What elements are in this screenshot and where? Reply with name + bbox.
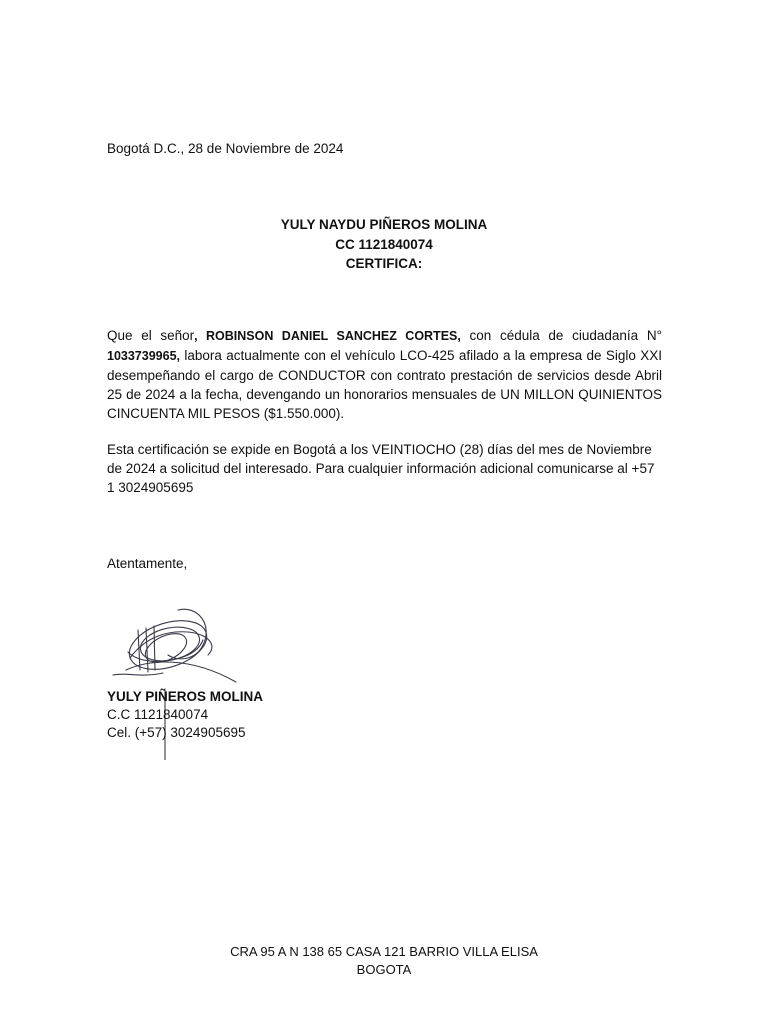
employee-name: , ROBINSON DANIEL SANCHEZ CORTES, <box>194 329 461 343</box>
closing-text: Atentamente, <box>107 556 188 571</box>
certificate-header <box>0 215 768 274</box>
para-rest: labora actualmente con el vehículo LCO-425 afilado a la empresa de Siglo XXI desempeñando el cargo de CONDUCTOR con contrato prestación de servicios desde Abril 25 de 2024 a la fecha, devengando un honorarios mensuales de UN MILLON QUINIENTOS CINCUENTA MIL PESOS ($1.550.000). <box>107 348 662 421</box>
para-prefix: Que el señor <box>107 328 195 343</box>
certifica-title: CERTIFICA: <box>345 256 423 271</box>
issuer-id: CC 1121840074 <box>335 236 433 252</box>
date-line: Bogotá D.C., 28 de Noviembre de 2024 <box>107 141 344 156</box>
signer-block <box>107 688 263 742</box>
certification-paragraph <box>107 326 662 423</box>
footer-street: CRA 95 A N 138 65 CASA 121 BARRIO VILLA ELISA <box>230 944 538 959</box>
footer-city: BOGOTA <box>356 962 412 977</box>
signer-name: YULY PIÑEROS MOLINA <box>107 689 264 704</box>
issuer-name: YULY NAYDU PIÑEROS MOLINA <box>280 217 488 232</box>
footer-address <box>0 943 768 979</box>
para-middle: con cédula de ciudadanía N° <box>460 328 662 343</box>
signer-phone: Cel. (+57) 3024905695 <box>107 725 246 740</box>
employee-id: 1033739965, <box>107 349 180 363</box>
signer-id: C.C 1121840074 <box>107 707 209 722</box>
issuance-paragraph: Esta certificación se expide en Bogotá a los VEINTIOCHO (28) días del mes de Noviembre de 2024 a solicitud del interesado. Para cualquier información adicional comunicarse al +57 1 3024905695 <box>107 442 655 495</box>
